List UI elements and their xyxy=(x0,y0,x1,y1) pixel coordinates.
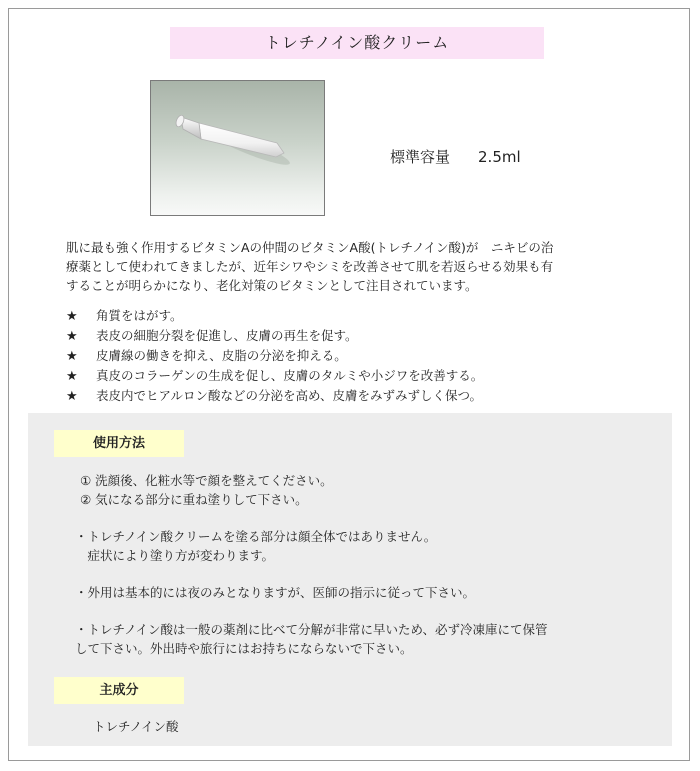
ingredients-heading: 主成分 xyxy=(54,677,184,704)
product-image xyxy=(150,80,325,216)
usage-text xyxy=(75,471,660,658)
usage-step: ① 洗顔後、化粧水等で顔を整えてください。 xyxy=(80,473,333,488)
tube-icon xyxy=(151,81,325,216)
feature-item xyxy=(66,346,483,366)
usage-note: ・トレチノイン酸クリームを塗る部分は顔全体ではありません。 xyxy=(75,529,437,544)
usage-heading: 使用方法 xyxy=(54,430,184,457)
product-title: トレチノイン酸クリーム xyxy=(170,27,544,59)
usage-panel xyxy=(28,413,672,746)
intro-text xyxy=(66,238,646,295)
usage-step: ② 気になる部分に重ね塗りして下さい。 xyxy=(80,492,308,507)
usage-note: 症状により塗り方が変わります。 xyxy=(75,548,275,563)
ingredient-value: トレチノイン酸 xyxy=(93,719,179,734)
star-icon: ★ xyxy=(66,329,78,344)
intro-line: 肌に最も強く作用するビタミンAの仲間のビタミンA酸(トレチノイン酸)が ニキビの治 xyxy=(66,240,554,255)
feature-text: 皮膚線の働きを抑え、皮脂の分泌を抑える。 xyxy=(96,348,347,363)
feature-text: 真皮のコラーゲンの生成を促し、皮膚のタルミや小ジワを改善する。 xyxy=(96,368,484,383)
usage-note: して下さい。外出時や旅行にはお持ちにならないで下さい。 xyxy=(75,641,413,656)
intro-line: 療薬として使われてきましたが、近年シワやシミを改善させて肌を若返らせる効果も有 xyxy=(66,259,554,274)
feature-text: 表皮内でヒアルロン酸などの分泌を高め、皮膚をみずみずしく保つ。 xyxy=(96,388,483,403)
feature-text: 表皮の細胞分裂を促進し、皮膚の再生を促す。 xyxy=(96,328,358,343)
star-icon: ★ xyxy=(66,309,78,324)
capacity-label: 標準容量 xyxy=(390,148,451,166)
usage-note: ・外用は基本的には夜のみとなりますが、医師の指示に従って下さい。 xyxy=(75,585,476,600)
feature-list xyxy=(66,306,483,406)
usage-note: ・トレチノイン酸は一般の薬剤に比べて分解が非常に早いため、必ず冷凍庫にて保管 xyxy=(75,622,548,637)
star-icon: ★ xyxy=(66,389,78,404)
star-icon: ★ xyxy=(66,349,78,364)
star-icon: ★ xyxy=(66,369,78,384)
feature-item xyxy=(66,326,483,346)
feature-item xyxy=(66,366,483,386)
feature-item xyxy=(66,306,483,326)
feature-text: 角質をはがす。 xyxy=(96,308,183,323)
feature-item xyxy=(66,386,483,406)
capacity-value: 2.5ml xyxy=(478,148,521,166)
capacity xyxy=(390,146,521,167)
intro-line: することが明らかになり、老化対策のビタミンとして注目されています。 xyxy=(66,278,478,293)
